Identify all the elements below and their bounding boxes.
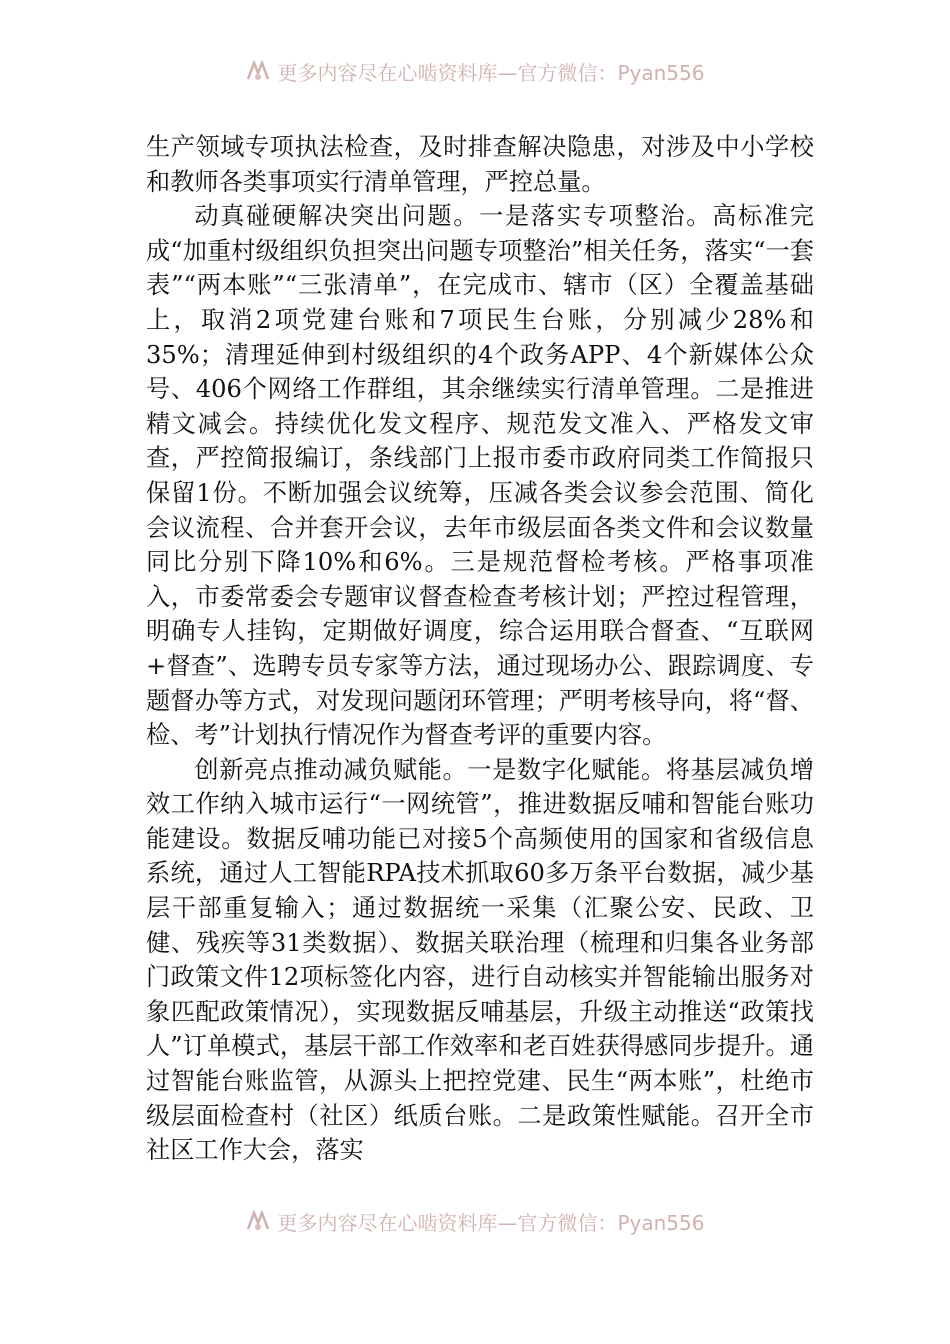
watermark-text: 更多内容尽在心啮资料库—官方微信：Pyan556 <box>277 1210 705 1235</box>
watermark-logo-icon <box>245 59 271 83</box>
document-body <box>146 130 814 1168</box>
paragraph-continued: 生产领域专项执法检查，及时排查解决隐患，对涉及中小学校和教师各类事项实行清单管理，严控总量。 <box>146 133 814 196</box>
footer-watermark <box>0 1206 950 1236</box>
paragraph-problem-solving: 动真碰硬解决突出问题。一是落实专项整治。高标准完成“加重村级组织负担突出问题专项整治”相关任务，落实“一套表”“两本账”“三张清单”，在完成市、辖市（区）全覆盖基础上，取消2项党建台账和7项民生台账，分别减少28%和35%；清理延伸到村级组织的4个政务APP、4个新媒体公众号、406个网络工作群组，其余继续实行清单管理。二是推进精文减会。持续优化发文程序、规范发文准入、严格发文审查，严控简报编订，条线部门上报市委市政府同类工作简报只保留1份。不断加强会议统筹，压减各类会议参会范围、简化会议流程、合并套开会议，去年市级层面各类文件和会议数量同比分别下降10%和6%。三是规范督检考核。严格事项准入，市委常委会专题审议督查检查考核计划；严控过程管理，明确专人挂钩，定期做好调度，综合运用联合督查、“互联网+督查”、选聘专员专家等方法，通过现场办公、跟踪调度、专题督办等方式，对发现问题闭环管理；严明考核导向，将“督、检、考”计划执行情况作为督查考评的重要内容。 <box>146 202 814 750</box>
watermark-logo-icon <box>245 1209 271 1233</box>
header-watermark <box>0 56 950 86</box>
watermark-text: 更多内容尽在心啮资料库—官方微信：Pyan556 <box>277 60 705 85</box>
paragraph-innovation: 创新亮点推动减负赋能。一是数字化赋能。将基层减负增效工作纳入城市运行“一网统管”，推进数据反哺和智能台账功能建设。数据反哺功能已对接5个高频使用的国家和省级信息系统，通过人工智能RPA技术抓取60多万条平台数据，减少基层干部重复输入；通过数据统一采集（汇聚公安、民政、卫健、残疾等31类数据）、数据关联治理（梳理和归集各业务部门政策文件12项标签化内容，进行自动核实并智能输出服务对象匹配政策情况），实现数据反哺基层，升级主动推送“政策找人”订单模式，基层干部工作效率和老百姓获得感同步提升。通过智能台账监管，从源头上把控党建、民生“两本账”，杜绝市级层面检查村（社区）纸质台账。二是政策性赋能。召开全市社区工作大会，落实 <box>146 755 814 1165</box>
